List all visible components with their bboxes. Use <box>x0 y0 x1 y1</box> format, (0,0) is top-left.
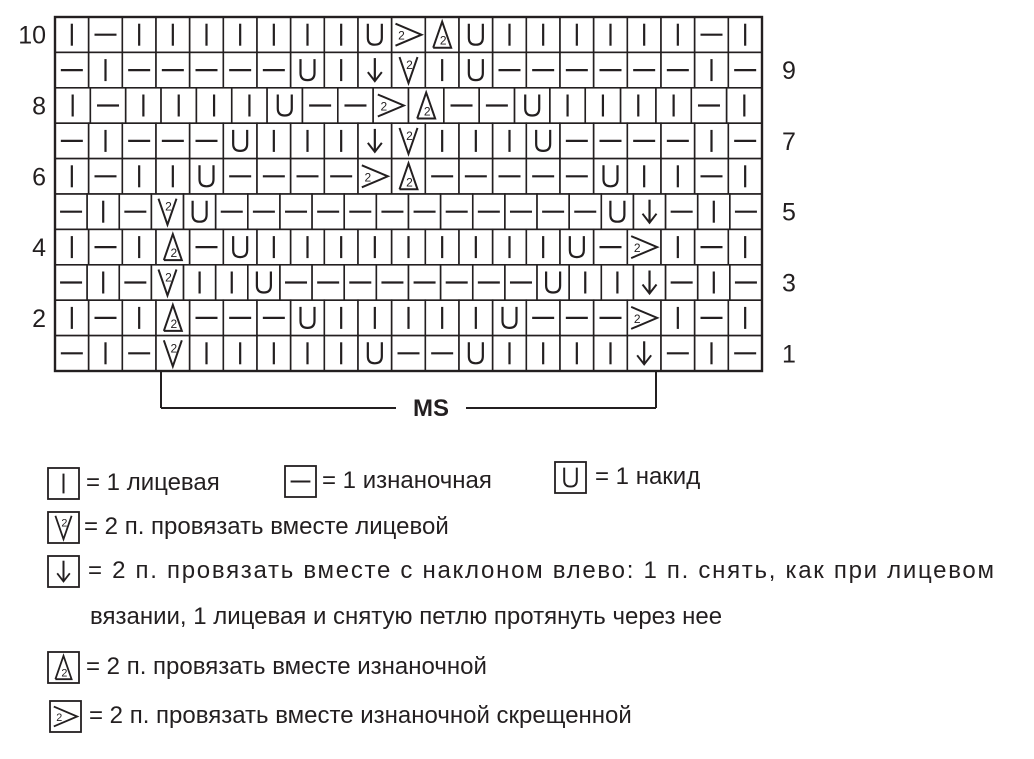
chart-cell <box>223 336 257 371</box>
chart-cell <box>526 123 560 158</box>
legend-label-ssk-line1: = 2 п. провязать вместе с наклоном влево: 1 п. снять, как при лицевом <box>88 557 994 584</box>
chart-cell <box>324 123 358 158</box>
chart-cell <box>425 159 459 194</box>
chart-cell <box>661 336 695 371</box>
row-number-right: 5 <box>782 198 796 227</box>
row-number-left: 6 <box>32 163 46 192</box>
chart-cell <box>425 300 459 335</box>
chart-cell <box>267 88 302 123</box>
chart-cell <box>291 52 325 87</box>
chart-cell <box>594 229 628 264</box>
legend-item-p2tog-tbl <box>50 701 632 732</box>
chart-cell <box>392 52 426 87</box>
chart-cell <box>627 123 661 158</box>
chart-cell <box>409 194 441 229</box>
chart-cell <box>358 229 392 264</box>
chart-cell <box>216 194 248 229</box>
chart-cell <box>55 194 87 229</box>
chart-cell <box>695 159 729 194</box>
chart-cell <box>302 88 337 123</box>
chart-cell <box>248 194 280 229</box>
chart-cell <box>376 194 408 229</box>
chart-cell <box>119 265 151 300</box>
chart-cell <box>526 159 560 194</box>
repeat-bracket <box>161 371 656 422</box>
chart-cell <box>526 17 560 52</box>
chart-cell <box>560 336 594 371</box>
chart-cell <box>459 300 493 335</box>
chart-cell <box>55 265 87 300</box>
legend-item-yarn-over <box>555 462 700 493</box>
chart-cell <box>55 88 90 123</box>
chart-cell <box>666 265 698 300</box>
chart-cell <box>257 52 291 87</box>
chart-cell <box>122 336 156 371</box>
chart-cell <box>257 17 291 52</box>
chart-cell <box>728 123 762 158</box>
chart-cell <box>727 88 762 123</box>
chart-cell <box>324 300 358 335</box>
chart-cell <box>493 52 527 87</box>
chart-cell <box>594 300 628 335</box>
chart-cell <box>373 88 408 123</box>
row-number-right: 3 <box>782 269 796 298</box>
chart-cell <box>392 17 426 52</box>
chart-cell <box>312 194 344 229</box>
svg-text:2: 2 <box>633 311 641 326</box>
chart-cell <box>324 52 358 87</box>
chart-cell <box>585 88 620 123</box>
chart-cell <box>661 123 695 158</box>
chart-cell <box>560 229 594 264</box>
svg-text:2: 2 <box>61 667 68 680</box>
chart-cell <box>550 88 585 123</box>
chart-cell <box>661 159 695 194</box>
chart-cell <box>89 123 123 158</box>
svg-text:2: 2 <box>165 270 172 285</box>
chart-cell <box>695 300 729 335</box>
chart-cell <box>190 336 224 371</box>
chart-cell <box>190 300 224 335</box>
chart-cell <box>601 194 633 229</box>
chart-cell <box>537 265 569 300</box>
chart-cell <box>493 159 527 194</box>
chart-cell <box>695 336 729 371</box>
chart-cell <box>190 229 224 264</box>
chart-cell <box>594 336 628 371</box>
chart-cell <box>479 88 514 123</box>
chart-cell <box>627 17 661 52</box>
chart-cell <box>257 229 291 264</box>
row-number-right: 1 <box>782 340 796 369</box>
row-number-left: 10 <box>18 21 46 50</box>
svg-text:2: 2 <box>406 58 413 73</box>
chart-cell <box>569 194 601 229</box>
chart-cell <box>459 17 493 52</box>
chart-cell <box>324 336 358 371</box>
chart-cell <box>392 300 426 335</box>
chart-cell <box>661 52 695 87</box>
chart-cell <box>89 17 123 52</box>
legend-label-yarn-over: = 1 накид <box>595 463 701 490</box>
chart-cell <box>87 265 119 300</box>
chart-cell <box>324 229 358 264</box>
svg-text:2: 2 <box>61 517 68 530</box>
chart-cell <box>728 17 762 52</box>
u-shape-icon <box>555 462 586 493</box>
svg-text:2: 2 <box>170 246 178 261</box>
chart-cell <box>493 17 527 52</box>
svg-text:2: 2 <box>398 28 405 43</box>
legend-item-knit <box>48 468 220 499</box>
chart-cell <box>344 265 376 300</box>
chart-cell <box>151 194 183 229</box>
chart-cell <box>232 88 267 123</box>
chart-cell <box>55 159 89 194</box>
chart-cell <box>698 194 730 229</box>
chart-cell <box>291 123 325 158</box>
chart-cell <box>122 52 156 87</box>
chart-cell <box>695 123 729 158</box>
repeat-label: MS <box>413 395 449 422</box>
chart-cell <box>184 265 216 300</box>
chart-cell <box>560 123 594 158</box>
chart-cell <box>695 52 729 87</box>
chart-cell <box>248 265 280 300</box>
chart-cell <box>257 123 291 158</box>
chart-cell <box>459 159 493 194</box>
legend-label-ssk-line2: вязании, 1 лицевая и снятую петлю протянуть через нее <box>90 603 723 630</box>
chart-cell <box>505 194 537 229</box>
chart-cell <box>728 300 762 335</box>
chart-cell <box>55 17 89 52</box>
legend-label-p2tog: = 2 п. провязать вместе изнаночной <box>86 653 487 680</box>
chart-cell <box>441 265 473 300</box>
chart-cell <box>196 88 231 123</box>
chart-cell <box>190 17 224 52</box>
chart-cell <box>358 123 392 158</box>
chart-cell <box>223 229 257 264</box>
chart-cell <box>344 194 376 229</box>
chart-cell <box>661 300 695 335</box>
chart-cell <box>90 88 125 123</box>
chart-cell <box>505 265 537 300</box>
chart-cell <box>291 300 325 335</box>
chart-cell <box>459 123 493 158</box>
chart-cell <box>425 229 459 264</box>
chart-cell <box>526 229 560 264</box>
chart-cell <box>223 300 257 335</box>
down-arrow-icon <box>48 556 79 587</box>
chart-cell <box>691 88 726 123</box>
chart-cell <box>560 52 594 87</box>
chart-cell <box>459 229 493 264</box>
chart-cell <box>338 88 373 123</box>
chart-grid <box>55 17 762 371</box>
chart-cell <box>493 336 527 371</box>
chart-cell <box>89 159 123 194</box>
chart-cell <box>392 123 426 158</box>
legend-label-purl: = 1 изнаночная <box>322 467 492 494</box>
chart-cell <box>122 159 156 194</box>
legend-label-knit: = 1 лицевая <box>86 469 220 496</box>
svg-text:2: 2 <box>380 99 388 114</box>
chart-cell <box>126 88 161 123</box>
chart-cell <box>358 17 392 52</box>
chart-cell <box>409 265 441 300</box>
chart-cell <box>89 52 123 87</box>
chart-cell <box>425 52 459 87</box>
svg-text:2: 2 <box>406 175 413 190</box>
chart-cell <box>161 88 196 123</box>
chart-cell <box>526 52 560 87</box>
chart-cell <box>156 123 190 158</box>
row-number-left: 2 <box>32 304 46 333</box>
chart-cell <box>493 123 527 158</box>
chart-cell <box>392 336 426 371</box>
chart-cell <box>89 229 123 264</box>
chart-cell <box>409 88 444 123</box>
chart-cell <box>569 265 601 300</box>
chart-cell <box>87 194 119 229</box>
chart-cell <box>601 265 633 300</box>
chart-cell <box>728 159 762 194</box>
chart-cell <box>392 159 426 194</box>
chart-cell <box>392 229 426 264</box>
chart-cell <box>223 52 257 87</box>
chart-cell <box>425 336 459 371</box>
chart-cell <box>695 17 729 52</box>
chart-cell <box>459 52 493 87</box>
chart-cell <box>633 194 665 229</box>
chart-cell <box>493 300 527 335</box>
row-number-left: 4 <box>32 234 46 263</box>
v-with-2-icon <box>48 512 79 543</box>
chart-cell <box>444 88 479 123</box>
chart-cell <box>280 194 312 229</box>
svg-text:2: 2 <box>364 170 372 185</box>
chart-cell <box>151 265 183 300</box>
chart-cell <box>291 159 325 194</box>
chart-cell <box>312 265 344 300</box>
chart-cell <box>666 194 698 229</box>
chart-cell <box>621 88 656 123</box>
chart-cell <box>156 229 190 264</box>
chart-cell <box>661 229 695 264</box>
chart-cell <box>695 229 729 264</box>
chart-cell <box>223 123 257 158</box>
chart-cell <box>216 265 248 300</box>
legend-item-ssk <box>48 556 994 630</box>
chart-cell <box>119 194 151 229</box>
row-number-right: 9 <box>782 57 796 86</box>
chart-cell <box>627 300 661 335</box>
right-arrow-with-2-icon <box>50 701 81 732</box>
chart-cell <box>526 336 560 371</box>
chart-cell <box>190 159 224 194</box>
chart-cell <box>156 300 190 335</box>
chart-cell <box>728 336 762 371</box>
chart-cell <box>493 229 527 264</box>
chart-cell <box>627 336 661 371</box>
chart-cell <box>55 123 89 158</box>
chart-cell <box>358 336 392 371</box>
chart-cell <box>594 17 628 52</box>
chart-cell <box>122 123 156 158</box>
svg-text:2: 2 <box>633 241 641 256</box>
chart-cell <box>376 265 408 300</box>
chart-cell <box>560 17 594 52</box>
row-number-right: 7 <box>782 127 796 156</box>
horizontal-bar-icon <box>285 466 316 497</box>
chart-cell <box>441 194 473 229</box>
chart-cell <box>156 159 190 194</box>
chart-cell <box>537 194 569 229</box>
vertical-bar-icon <box>48 468 79 499</box>
chart-cell <box>473 194 505 229</box>
chart-cell <box>223 159 257 194</box>
chart-cell <box>627 229 661 264</box>
chart-cell <box>291 17 325 52</box>
svg-text:2: 2 <box>423 104 431 119</box>
chart-cell <box>661 17 695 52</box>
chart-cell <box>89 336 123 371</box>
chart-cell <box>122 300 156 335</box>
chart-cell <box>459 336 493 371</box>
chart-cell <box>728 229 762 264</box>
chart-cell <box>55 336 89 371</box>
legend-label-k2tog: = 2 п. провязать вместе лицевой <box>84 513 449 540</box>
chart-cell <box>122 229 156 264</box>
chart-cell <box>190 52 224 87</box>
chart-cell <box>627 159 661 194</box>
chart-cell <box>627 52 661 87</box>
chart-cell <box>55 52 89 87</box>
chart-cell <box>730 265 762 300</box>
chart-cell <box>156 52 190 87</box>
chart-cell <box>324 17 358 52</box>
chart-cell <box>280 265 312 300</box>
legend-item-p2tog <box>48 652 487 683</box>
svg-text:2: 2 <box>439 33 447 48</box>
svg-text:2: 2 <box>165 199 172 214</box>
chart-cell <box>698 265 730 300</box>
chart-cell <box>560 300 594 335</box>
chart-cell <box>291 336 325 371</box>
chart-cell <box>358 52 392 87</box>
chart-cell <box>55 229 89 264</box>
chart-cell <box>358 300 392 335</box>
chart-cell <box>257 336 291 371</box>
chart-cell <box>190 123 224 158</box>
chart-cell <box>526 300 560 335</box>
triangle-with-2-icon <box>48 652 79 683</box>
legend <box>48 462 994 732</box>
chart-cell <box>515 88 550 123</box>
legend-item-k2tog <box>48 512 449 543</box>
chart-cell <box>594 123 628 158</box>
legend-label-p2tog-tbl: = 2 п. провязать вместе изнаночной скрещенной <box>89 702 632 729</box>
svg-text:2: 2 <box>406 128 413 143</box>
svg-text:2: 2 <box>56 712 63 724</box>
svg-text:2: 2 <box>170 341 178 356</box>
chart-cell <box>594 52 628 87</box>
chart-cell <box>291 229 325 264</box>
chart-cell <box>184 194 216 229</box>
chart-cell <box>223 17 257 52</box>
chart-cell <box>656 88 691 123</box>
chart-cell <box>122 17 156 52</box>
chart-cell <box>89 300 123 335</box>
chart-cell <box>730 194 762 229</box>
row-number-left: 8 <box>32 92 46 121</box>
chart-cell <box>473 265 505 300</box>
chart-cell <box>728 52 762 87</box>
chart-cell <box>55 300 89 335</box>
chart-cell <box>425 123 459 158</box>
chart-cell <box>425 17 459 52</box>
chart-cell <box>156 17 190 52</box>
chart-cell <box>324 159 358 194</box>
chart-cell <box>594 159 628 194</box>
chart-cell <box>257 159 291 194</box>
svg-text:2: 2 <box>170 316 178 331</box>
legend-item-purl <box>285 466 492 497</box>
chart-cell <box>633 265 665 300</box>
chart-cell <box>257 300 291 335</box>
chart-cell <box>560 159 594 194</box>
chart-cell <box>156 336 190 371</box>
chart-cell <box>358 159 392 194</box>
